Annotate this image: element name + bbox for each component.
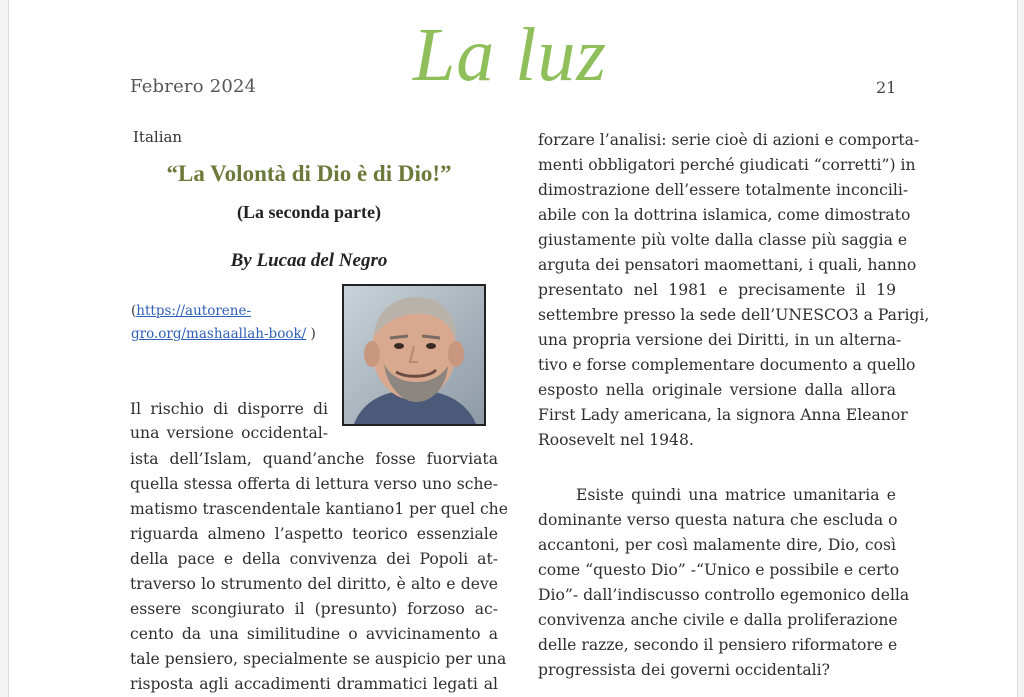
article-author: By Lucaa del Negro — [230, 250, 388, 271]
body-line: First Lady americana, la signora Anna Eleanor — [538, 406, 908, 424]
body-line: presentato nel 1981 e precisamente il 19 — [538, 281, 896, 299]
source-link-block — [131, 300, 341, 346]
body-line: risposta agli accadimenti drammatici legati al — [130, 675, 498, 693]
body-line: della pace e della convivenza dei Popoli at- — [130, 550, 498, 568]
source-link-part1[interactable]: https://autorene- — [136, 303, 252, 319]
body-line: una propria versione dei Diritti, in un alterna- — [538, 331, 902, 349]
body-line: dominante verso questa natura che escluda o — [538, 511, 898, 529]
body-line: Dio”- dall’indiscusso controllo egemonico della — [538, 586, 910, 604]
article-subtitle: (La seconda parte) — [237, 202, 381, 222]
body-line: tivo e forse complementare documento a quello — [538, 356, 916, 374]
body-line: menti obbligatori perché giudicati “corretti”) in — [538, 156, 916, 174]
body-line: cento da una similitudine o avvicinamento a — [130, 625, 498, 643]
link-close-paren: ) — [306, 326, 316, 342]
body-line: ista dell’Islam, quand’anche fosse fuorviata — [130, 450, 498, 468]
body-line: traverso lo strumento del diritto, è alto e deve — [130, 575, 498, 593]
body-line: progressista dei governi occidentali? — [538, 661, 831, 679]
body-line: Roosevelt nel 1948. — [538, 431, 694, 449]
document-page — [8, 0, 1018, 697]
article-language: Italian — [133, 128, 183, 146]
body-line: accantoni, per così malamente dire, Dio, così — [538, 536, 896, 554]
body-line: settembre presso la sede dell’UNESCO3 a Parigi, — [538, 306, 930, 324]
body-line: quella stessa offerta di lettura verso uno sche- — [130, 475, 498, 493]
body-line: delle razze, secondo il pensiero riformatore e — [538, 636, 898, 654]
body-line: riguarda almeno l’aspetto teorico essenziale — [130, 525, 498, 543]
body-line: tale pensiero, specialmente se auspicio per una — [130, 650, 507, 668]
link-open-paren: ( — [131, 303, 137, 319]
body-line: Il rischio di disporre di — [130, 400, 328, 418]
body-line: esposto nella originale versione dalla allora — [538, 381, 896, 399]
magazine-logo: La luz — [413, 13, 607, 97]
body-line: giustamente più volte dalla classe più saggia e — [538, 231, 908, 249]
body-line: convivenza anche civile e dalla proliferazione — [538, 611, 898, 629]
body-line: forzare l’analisi: serie cioè di azioni e comporta- — [538, 131, 920, 149]
author-portrait-image — [344, 286, 484, 424]
body-line: essere scongiurato il (presunto) forzoso ac- — [130, 600, 498, 618]
body-line: come “questo Dio” -“Unico e possibile e certo — [538, 561, 900, 579]
body-line: una versione occidental- — [130, 424, 328, 442]
body-line: arguta dei pensatori maomettani, i quali, hanno — [538, 256, 917, 274]
author-photo — [342, 284, 486, 426]
body-line: Esiste quindi una matrice umanitaria e — [576, 486, 896, 504]
page-number: 21 — [876, 78, 897, 97]
source-link-part2[interactable]: gro.org/mashaallah-book/ — [131, 326, 307, 342]
body-line: abile con la dottrina islamica, come dimostrato — [538, 206, 911, 224]
body-line: matismo trascendentale kantiano1 per quel che — [130, 500, 508, 518]
article-title: “La Volontà di Dio è di Dio!” — [166, 161, 452, 186]
body-line: dimostrazione dell’essere totalmente inconcili- — [538, 181, 909, 199]
issue-date: Febrero 2024 — [130, 76, 257, 97]
